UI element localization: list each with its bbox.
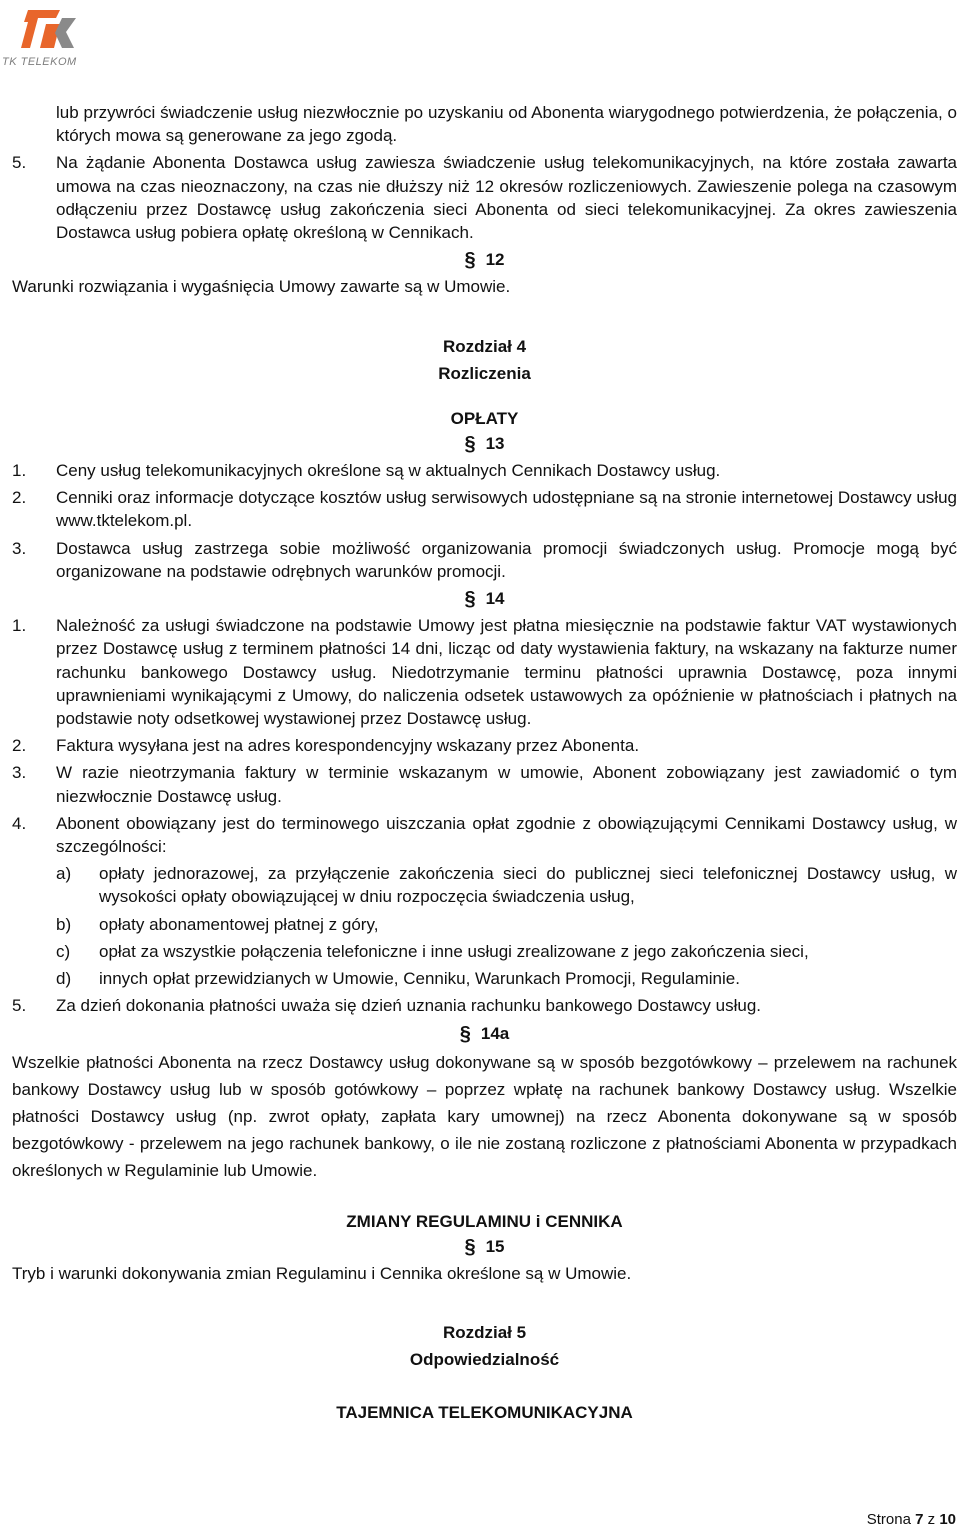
list-item: 5. Za dzień dokonania płatności uważa się dzień uznania rachunku bankowego Dostawcy usług. [12, 996, 761, 1016]
section-12-text: Warunki rozwiązania i wygaśnięcia Umowy zawarte są w Umowie. [12, 277, 511, 297]
chapter-4-subtitle: Rozliczenia [438, 363, 531, 383]
list-item: 1. Należność za usługi świadczone na podstawie Umowy jest płatna miesięcznie na podstawie faktur VAT wystawionych przez Dostawcę usług z terminem płatności 14 dni, licząc od daty wystawienia faktury, na wskazany na fakturze numer rachunku bankowego Dostawcy usług. Niedotrzymanie terminu płatności uprawnia Dostawcę, poza innymi uprawnieniami wynikającymi z Umowy, do naliczenia odsetek ustawowych za opóźnienie w płatnościach i płatnych na podstawie noty odsetkowej wystawionej przez Dostawcę usług. [12, 616, 957, 729]
document-body [12, 101, 957, 1425]
section-14a-heading: § 14a [459, 1022, 510, 1045]
list-item: 1. Ceny usług telekomunikacyjnych określone są w aktualnych Cennikach Dostawcy usług. [12, 461, 721, 481]
page-number: Strona 7 z 10 [866, 1511, 956, 1528]
company-logo [0, 2, 100, 66]
paragraph-sign-icon: § [464, 1235, 476, 1258]
section-15-heading: § 15 [464, 1235, 505, 1258]
continued-paragraph: lub przywróci świadczenie usług niezwłocznie po uzyskaniu od Abonenta wiarygodnego potwierdzenia, że połączenia, o których mowa są generowane za jego zgodą. [56, 103, 957, 146]
section-14-heading: § 14 [464, 588, 505, 611]
list-item: 3. W razie nieotrzymania faktury w terminie wskazanym w umowie, Abonent zobowiązany jest zawiadomić o tym niezwłocznie Dostawcę usług. [12, 763, 957, 806]
sub-list-item: b) opłaty abonamentowej płatnej z góry, [56, 914, 379, 934]
section-12-heading: § 12 [464, 249, 505, 272]
logo-text: TK TELEKOM [2, 56, 77, 68]
section-15-text: Tryb i warunki dokonywania zmian Regulaminu i Cennika określone są w Umowie. [12, 1264, 632, 1284]
paragraph-sign-icon: § [459, 1022, 471, 1045]
paragraph-sign-icon: § [464, 249, 476, 272]
section-13-heading: § 13 [464, 432, 505, 455]
list-item: 4. Abonent obowiązany jest do terminowego uiszczania opłat zgodnie z obowiązującymi Cennikami Dostawcy usług, w szczególności: [12, 813, 957, 857]
list-item: 2. Cenniki oraz informacje dotyczące kosztów usług serwisowych udostępniane są na stronie internetowej Dostawcy usług www.tktelekom.pl. [12, 488, 957, 531]
paragraph-sign-icon: § [464, 588, 476, 611]
oplaty-heading: OPŁATY [450, 408, 519, 428]
list-item: 3. Dostawca usług zastrzega sobie możliwość organizowania promocji świadczonych usług. Promocje mogą być organizowane na podstawie odrębnych warunków promocji. [12, 538, 957, 581]
item-number: 5. [12, 153, 27, 173]
paragraph-sign-icon: § [464, 432, 476, 455]
chapter-5-subtitle: Odpowiedzialność [409, 1350, 560, 1370]
tajemnica-heading: TAJEMNICA TELEKOMUNIKACYJNA [336, 1403, 633, 1423]
item-text: Na żądanie Abonenta Dostawca usług zawiesza świadczenie usług telekomunikacyjnych, na które została zawarta umowa na czas nieoznaczony, na czas nie dłuższy niż 12 okresów rozliczeniowych. Zawieszenie polega na czasowym odłączeniu przez Dostawcę usług zakończenia sieci Abonenta od sieci telekomunikacyjnej. Za okres zawieszenia Dostawca usług pobiera opłatę określoną w Cennikach. [56, 153, 957, 243]
list-item: 2. Faktura wysyłana jest na adres korespondencyjny wskazany przez Abonenta. [12, 736, 640, 756]
sub-list-item: c) opłat za wszystkie połączenia telefoniczne i inne usługi zrealizowane z jego zakończenia sieci, [56, 941, 809, 961]
sub-list-item: d) innych opłat przewidzianych w Umowie, Cenniku, Warunkach Promocji, Regulaminie. [56, 969, 740, 989]
zmiany-heading: ZMIANY REGULAMINU i CENNIKA [346, 1211, 623, 1231]
chapter-5-title: Rozdział 5 [442, 1323, 527, 1343]
tk-telekom-logo-icon [0, 2, 100, 58]
sub-list-item: a) opłaty jednorazowej, za przyłączenie zakończenia sieci do publicznej sieci telefonicznej Dostawcy usług, w wysokości opłaty obowiązującej w dniu rozpoczęcia świadczenia usług, [56, 864, 957, 907]
section-14a-text: Wszelkie płatności Abonenta na rzecz Dostawcy usług dokonywane są w sposób bezgotówkowy – przelewem na rachunek bankowy Dostawcy usług lub w sposób gotówkowy – poprzez wpłatę na rachunek bankowy Dostawcy usług. Wszelkie płatności Dostawcy usług (np. zwrot opłaty, zapłata kary umownej) na rzecz Abonenta dokonywane są w sposób bezgotówkowy - przelewem na jego rachunek bankowy, o ile nie zostaną rozliczone z płatnościami Abonenta w przypadkach określonych w Regulaminie lub Umowie. [12, 1052, 957, 1180]
chapter-4-title: Rozdział 4 [442, 336, 527, 356]
list-item [12, 151, 957, 244]
